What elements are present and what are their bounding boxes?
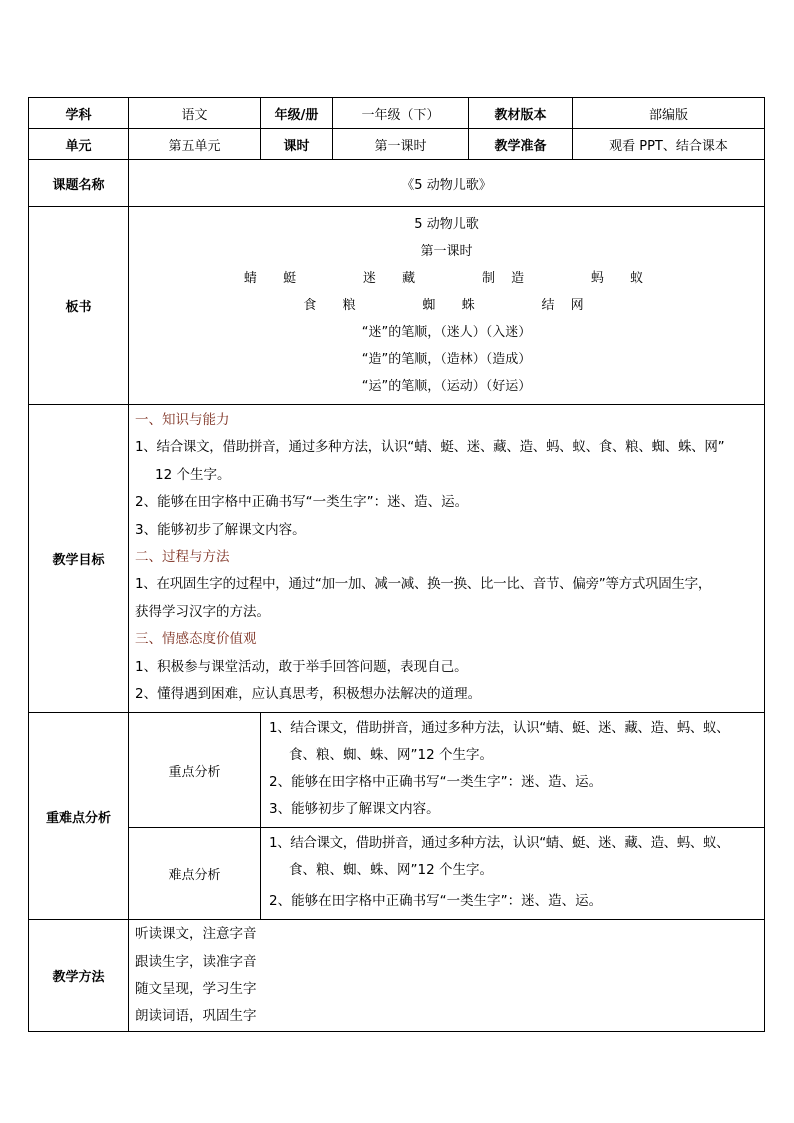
board-line: 蜻 蜓 迷 藏 制 造 蚂 蚁 <box>243 271 650 286</box>
subject-value: 语文 <box>129 98 261 129</box>
difficult-point-item: 2、能够在田字格中正确书写“一类生字”：迷、造、运。 <box>269 893 603 910</box>
prep-label: 教学准备 <box>469 129 573 160</box>
objective-heading: 三、情感态度价值观 <box>135 631 257 648</box>
difficult-point-item-cont: 食、粮、蜘、蛛、网”12 个生字。 <box>289 862 493 879</box>
board-line: “造”的笔顺，（造林）（造成） <box>361 352 532 367</box>
objective-heading: 一、知识与能力 <box>135 412 230 428</box>
method-item: 朗读词语，巩固生字 <box>135 1008 257 1025</box>
difficult-points-content <box>261 828 765 920</box>
difficult-point-item: 1、结合课文，借助拼音，通过多种方法，认识“蜻、蜓、迷、藏、造、蚂、蚁、 <box>269 835 730 852</box>
key-points-label: 重点分析 <box>129 713 261 828</box>
methods-content <box>129 920 765 1032</box>
difficult-points-row <box>29 828 765 920</box>
key-point-item: 3、能够初步了解课文内容。 <box>269 801 440 818</box>
key-points-row <box>29 713 765 828</box>
topic-label: 课题名称 <box>29 160 129 207</box>
board-row <box>29 207 765 405</box>
grade-label: 年级/册 <box>261 98 333 129</box>
lesson-plan-table <box>28 97 765 1032</box>
objective-heading: 二、过程与方法 <box>135 549 230 566</box>
topic-title: 《5 动物儿歌》 <box>129 160 765 207</box>
board-line: “迷”的笔顺，（迷人）（入迷） <box>361 325 532 340</box>
key-point-item: 1、结合课文，借助拼音，通过多种方法，认识“蜻、蜓、迷、藏、造、蚂、蚁、 <box>269 720 730 737</box>
board-line: 食 粮 蜘 蛛 结 网 <box>303 298 590 313</box>
board-line: 5 动物儿歌 <box>414 217 479 232</box>
grade-value: 一年级（下） <box>333 98 469 129</box>
prep-value: 观看 PPT、结合课本 <box>573 129 765 160</box>
method-item: 跟读生字，读准字音 <box>135 953 257 970</box>
objective-item-cont: 获得学习汉字的方法。 <box>135 603 270 620</box>
method-item: 听读课文，注意字音 <box>135 926 257 943</box>
analysis-label: 重难点分析 <box>29 713 129 920</box>
edition-value: 部编版 <box>573 98 765 129</box>
unit-value: 第五单元 <box>129 129 261 160</box>
subject-label: 学科 <box>29 98 129 129</box>
period-label: 课时 <box>261 129 333 160</box>
objective-item: 1、积极参与课堂活动，敢于举手回答问题，表现自己。 <box>135 658 468 675</box>
method-item: 随文呈现，学习生字 <box>135 980 257 997</box>
header-row-1 <box>29 98 765 129</box>
objective-item-cont: 12 个生字。 <box>155 466 231 483</box>
methods-label: 教学方法 <box>29 920 129 1032</box>
methods-row <box>29 920 765 1032</box>
key-point-item: 2、能够在田字格中正确书写“一类生字”：迷、造、运。 <box>269 774 603 791</box>
key-points-content <box>261 713 765 828</box>
topic-row <box>29 160 765 207</box>
period-value: 第一课时 <box>333 129 469 160</box>
key-point-item-cont: 食、粮、蜘、蛛、网”12 个生字。 <box>289 747 493 764</box>
objective-item: 2、能够在田字格中正确书写“一类生字”：迷、造、运。 <box>135 494 469 511</box>
objective-item: 3、能够初步了解课文内容。 <box>135 521 306 538</box>
board-content <box>129 207 765 405</box>
objective-item: 2、懂得遇到困难，应认真思考，积极想办法解决的道理。 <box>135 686 482 703</box>
board-line: 第一课时 <box>420 244 473 259</box>
header-row-2 <box>29 129 765 160</box>
objectives-content <box>129 405 765 713</box>
objective-item: 1、在巩固生字的过程中，通过“加一加、减一减、换一换、比一比、音节、偏旁”等方式巩固生字， <box>135 576 712 593</box>
board-line: “运”的笔顺，（运动）（好运） <box>361 379 532 394</box>
board-label: 板书 <box>29 207 129 405</box>
edition-label: 教材版本 <box>469 98 573 129</box>
objectives-row <box>29 405 765 713</box>
objective-item: 1、结合课文，借助拼音，通过多种方法，认识“蜻、蜓、迷、藏、造、蚂、蚁、食、粮、蜘、蛛、网” <box>135 439 725 456</box>
unit-label: 单元 <box>29 129 129 160</box>
objectives-label: 教学目标 <box>29 405 129 713</box>
difficult-points-label: 难点分析 <box>129 828 261 920</box>
